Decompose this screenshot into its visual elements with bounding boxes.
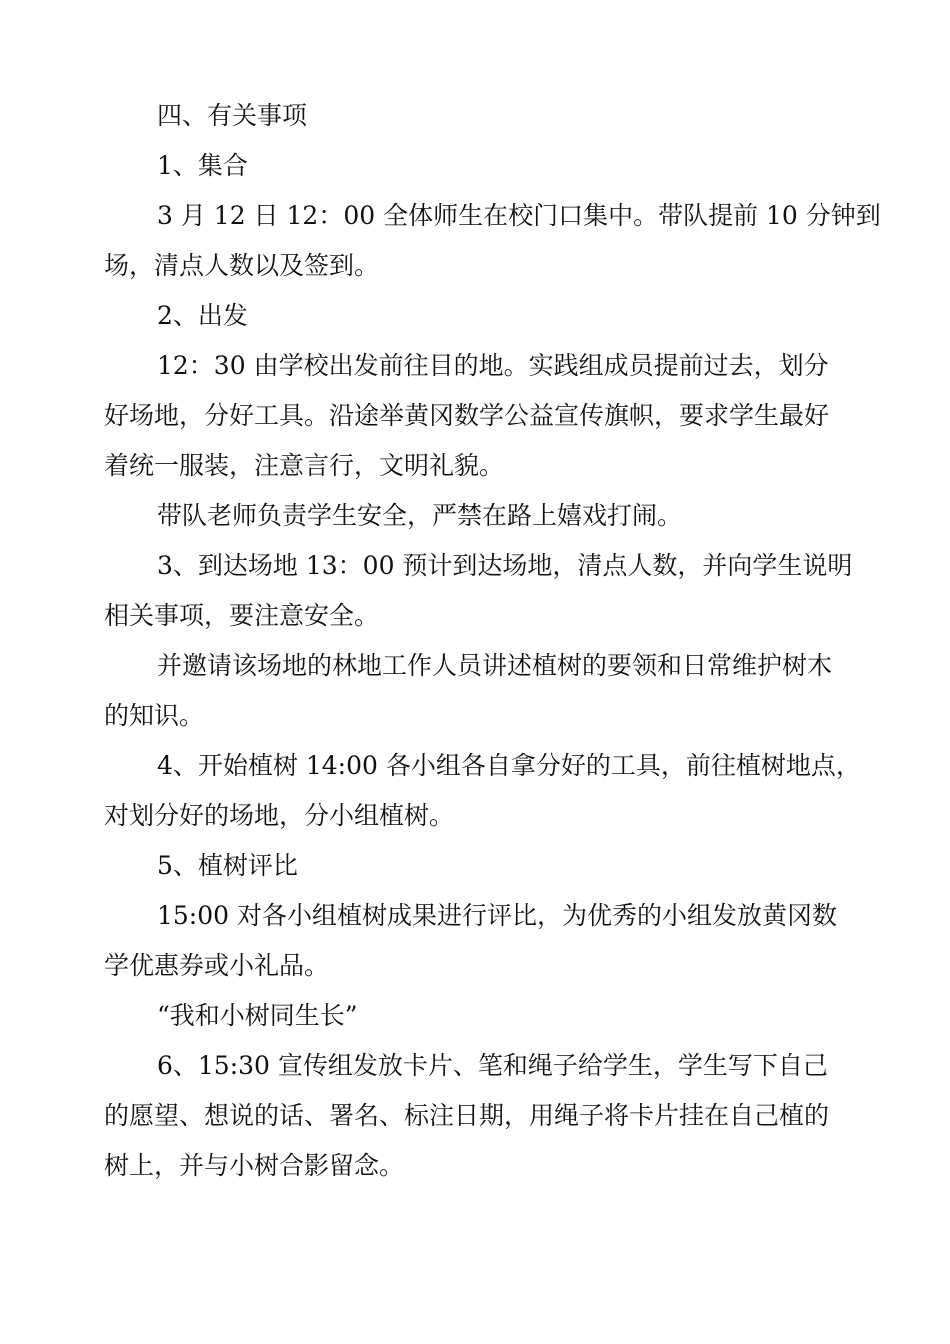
paragraph-line: 好场地，分好工具。沿途举黄冈数学公益宣传旗帜，要求学生最好 bbox=[104, 401, 830, 430]
paragraph-line: 场，清点人数以及签到。 bbox=[104, 251, 380, 280]
paragraph-line: 相关事项，要注意安全。 bbox=[104, 601, 380, 630]
paragraph-line: 对划分好的场地，分小组植树。 bbox=[104, 801, 455, 830]
paragraph-line: 树上，并与小树合影留念。 bbox=[104, 1151, 405, 1180]
section-heading: 四、有关事项 bbox=[157, 101, 308, 130]
paragraph-line: 6、15:30 宣传组发放卡片、笔和绳子给学生，学生写下自己 bbox=[157, 1051, 828, 1080]
paragraph-line: 着统一服装，注意言行，文明礼貌。 bbox=[104, 451, 505, 480]
paragraph-line: 的知识。 bbox=[104, 701, 205, 730]
paragraph-line: 4、开始植树 14:00 各小组各自拿分好的工具，前往植树地点， bbox=[157, 751, 861, 780]
paragraph-line: 的愿望、想说的话、署名、标注日期，用绳子将卡片挂在自己植的 bbox=[104, 1101, 830, 1130]
paragraph-line: 3 月 12 日 12：00 全体师生在校门口集中。带队提前 10 分钟到 bbox=[157, 201, 881, 230]
paragraph-line: 15:00 对各小组植树成果进行评比，为优秀的小组发放黄冈数 bbox=[157, 901, 837, 930]
item-heading-departure: 2、出发 bbox=[157, 301, 248, 330]
item-heading-evaluation: 5、植树评比 bbox=[157, 851, 298, 880]
paragraph-line: 3、到达场地 13：00 预计到达场地，清点人数，并向学生说明 bbox=[157, 551, 853, 580]
paragraph-line: 带队老师负责学生安全，严禁在路上嬉戏打闹。 bbox=[157, 501, 683, 530]
paragraph-line: 12：30 由学校出发前往目的地。实践组成员提前过去，划分 bbox=[157, 351, 829, 380]
paragraph-line: 学优惠券或小礼品。 bbox=[104, 951, 330, 980]
quoted-title: “我和小树同生长” bbox=[157, 1001, 358, 1030]
paragraph-line: 并邀请该场地的林地工作人员讲述植树的要领和日常维护树木 bbox=[157, 651, 833, 680]
item-heading-assembly: 1、集合 bbox=[157, 151, 248, 180]
